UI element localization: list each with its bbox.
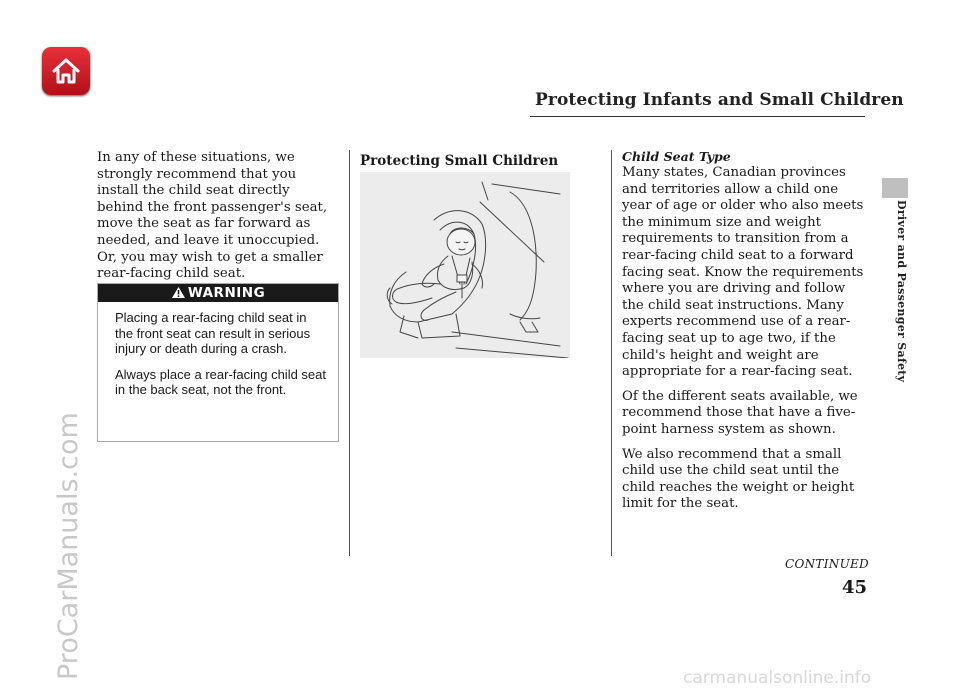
chapter-side-label: Driver and Passenger Safety [895, 200, 908, 383]
warning-header [98, 284, 338, 302]
section-heading: Protecting Small Children [360, 153, 559, 169]
warning-paragraph: Placing a rear-facing child seat in the front seat can result in serious injury or death during a crash. [115, 310, 311, 356]
page-section-title: Protecting Infants and Small Children [535, 90, 904, 110]
body-paragraph: We also recommend that a small child use the child seat until the child reaches the weight or height limit for the seat. [622, 446, 855, 512]
child-seat-drawing [360, 172, 570, 358]
home-button[interactable] [42, 47, 90, 95]
watermark [53, 240, 91, 680]
watermark-text: ProCarManuals.com [53, 412, 84, 680]
intro-text: In any of these situations, we strongly recommend that you install the child seat directly behind the front passenger's seat, move the seat as far forward as needed, and leave it unoccupied. Or, you may wish to get a smaller rear-facing child seat. [97, 150, 328, 282]
intro-paragraph [97, 150, 337, 291]
warning-body [98, 302, 338, 398]
warning-box [97, 283, 339, 442]
warning-label: WARNING [187, 285, 266, 301]
continued-label: CONTINUED [785, 557, 869, 571]
page-number: 45 [842, 577, 868, 598]
body-paragraph: Of the different seats available, we recommend those that have a five-point harness system as shown. [622, 388, 858, 437]
chapter-tab-marker [882, 178, 908, 198]
footer-site-mark: carmanualsonline.info [683, 668, 872, 688]
warning-paragraph: Always place a rear-facing child seat in the back seat, not the front. [115, 366, 326, 397]
child-seat-type-text [622, 165, 867, 521]
column-divider-right [611, 150, 612, 556]
home-icon [50, 55, 82, 87]
warning-triangle-icon [171, 286, 186, 299]
column-divider-left [349, 150, 350, 556]
child-seat-illustration [360, 172, 570, 358]
body-paragraph: Many states, Canadian provinces and territories allow a child one year of age or older who also meets the minimum size and weight requirements to transition from a rear-facing child seat to a forward facing seat. Know the requirements where you are driving and follow the child seat instructions. Many experts recommend use of a rear-facing seat up to age two, if the child's height and weight are appropriate for a rear-facing seat. [622, 165, 864, 380]
header-divider [530, 116, 865, 117]
subsection-heading: Child Seat Type [622, 149, 731, 164]
